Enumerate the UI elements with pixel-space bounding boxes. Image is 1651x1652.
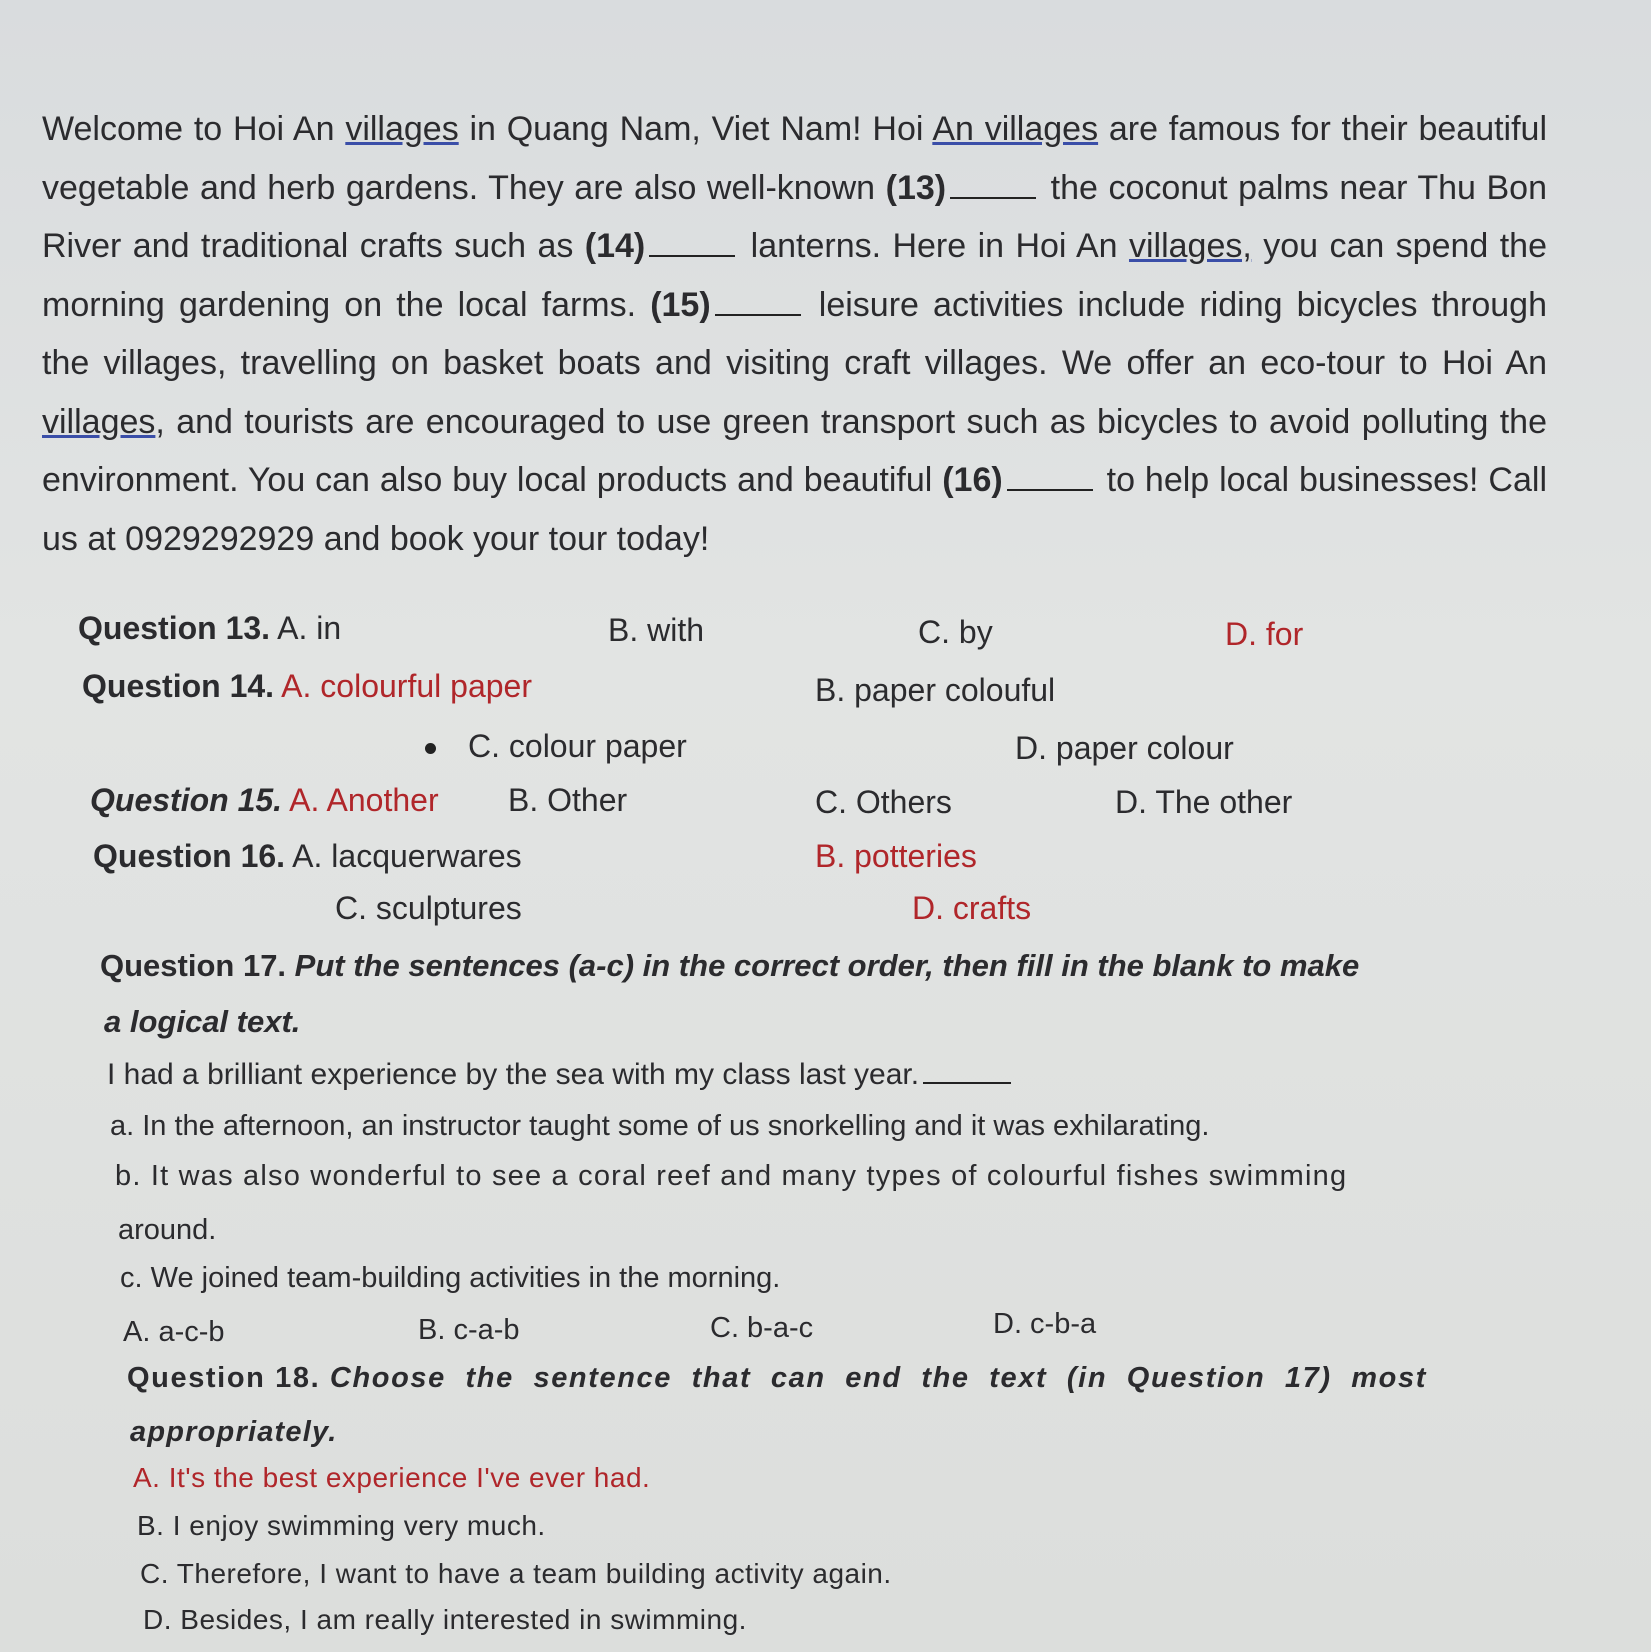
passage-link-villages: villages — [345, 110, 459, 148]
q17-option-d[interactable]: D. c-b-a — [993, 1308, 1097, 1340]
question-label: Question 14. — [82, 668, 275, 704]
instruction-text-2: a logical text. — [104, 1004, 301, 1039]
q14-option-c-row — [425, 728, 687, 765]
sentence-c: c. We joined team-building activities in the morning. — [120, 1262, 781, 1294]
blank-number-15: (15) — [650, 285, 711, 324]
q15-option-c[interactable]: C. Others — [815, 784, 952, 820]
q18-option-d[interactable]: D. Besides, I am really interested in swimming. — [143, 1604, 747, 1635]
instruction-text: Choose the sentence that can end the text (in Question 17) most — [329, 1362, 1427, 1394]
passage-link-villages: villages, — [1128, 227, 1252, 265]
option-a[interactable]: A. Another — [289, 782, 439, 818]
option-a[interactable]: A. lacquerwares — [292, 838, 522, 874]
q17-option-a[interactable]: A. a-c-b — [123, 1316, 225, 1348]
q16-option-c[interactable]: C. sculptures — [335, 890, 522, 926]
question-label: Question 13. — [78, 610, 271, 646]
passage-link-villages: villages — [42, 402, 156, 441]
question-15 — [90, 782, 439, 819]
blank-15 — [715, 288, 801, 316]
passage-text: Welcome to Hoi An — [42, 110, 346, 148]
intro-sentence: I had a brilliant experience by the sea with my class last year. — [107, 1058, 920, 1091]
sentence-b: b. It was also wonderful to see a coral reef and many types of colourful fishes swimming — [115, 1160, 1348, 1192]
question-18-instruction — [127, 1362, 1427, 1395]
passage-text: leisure activities include riding bicycles through the villages, travelling on basket boats and visiting craft villages. We offer an eco-tour to Hoi An — [42, 285, 1547, 382]
blank-number-16: (16) — [942, 461, 1003, 499]
passage-text: the coconut palms near Thu Bon River and traditional crafts such as — [42, 168, 1547, 265]
q15-option-b[interactable]: B. Other — [508, 782, 628, 818]
q13-option-d[interactable]: D. for — [1225, 616, 1304, 652]
q16-option-b[interactable]: B. potteries — [815, 838, 977, 874]
q18-option-c[interactable]: C. Therefore, I want to have a team building activity again. — [140, 1558, 892, 1589]
q15-option-d[interactable]: D. The other — [1115, 784, 1293, 820]
q18-option-a[interactable]: A. It's the best experience I've ever had. — [133, 1462, 651, 1493]
option-a[interactable]: A. in — [277, 610, 342, 646]
instruction-text-2: appropriately. — [130, 1416, 338, 1448]
sentence-b-cont: around. — [118, 1214, 217, 1246]
passage-link-villages: An villages — [932, 110, 1099, 148]
q16-option-d[interactable]: D. crafts — [912, 890, 1032, 926]
passage-text: in Quang Nam, Viet Nam! Hoi — [458, 110, 933, 148]
q14-option-b[interactable]: B. paper colouful — [815, 672, 1056, 708]
question-13 — [78, 610, 341, 647]
q13-option-c[interactable]: C. by — [918, 614, 993, 650]
bullet-icon — [425, 743, 436, 754]
q14-option-c[interactable]: C. colour paper — [468, 728, 687, 764]
reading-passage — [42, 100, 1547, 568]
question-label: Question 17. — [100, 948, 287, 983]
passage-text: to help local businesses! Call us at 0929292929 and book your tour today! — [42, 461, 1547, 558]
blank-13 — [950, 171, 1036, 199]
q17-intro-line — [107, 1058, 1015, 1092]
passage-text: , and tourists are encouraged to use green transport such as bicycles to avoid polluting the environment. You can also buy local products and beautiful — [42, 402, 1547, 499]
question-17-instruction — [100, 948, 1359, 984]
blank-14 — [649, 229, 735, 257]
question-14 — [82, 668, 532, 705]
instruction-text: Put the sentences (a-c) in the correct order, then fill in the blank to make — [294, 948, 1360, 983]
blank-number-13: (13) — [885, 168, 947, 207]
question-label: Question 18. — [127, 1362, 321, 1394]
q18-option-b[interactable]: B. I enjoy swimming very much. — [137, 1510, 546, 1541]
q14-option-d[interactable]: D. paper colour — [1015, 730, 1234, 766]
passage-text: lanterns. Here in Hoi An — [739, 227, 1129, 265]
blank-number-14: (14) — [584, 227, 646, 265]
question-16 — [93, 838, 522, 875]
option-a[interactable]: A. colourful paper — [281, 668, 532, 704]
q17-option-c[interactable]: C. b-a-c — [710, 1312, 814, 1344]
question-label: Question 16. — [93, 838, 286, 874]
question-label: Question 15. — [90, 782, 283, 818]
blank-17 — [923, 1060, 1011, 1084]
passage-text: are famous for their beautiful vegetable and herb gardens. They are also well-known — [42, 110, 1548, 207]
blank-16 — [1007, 463, 1093, 491]
passage-text: you can spend the morning gardening on the local farms. — [42, 227, 1547, 324]
q13-option-b[interactable]: B. with — [608, 612, 705, 648]
q17-option-b[interactable]: B. c-a-b — [418, 1314, 520, 1346]
sentence-a: a. In the afternoon, an instructor taught some of us snorkelling and it was exhilarating. — [110, 1110, 1210, 1142]
